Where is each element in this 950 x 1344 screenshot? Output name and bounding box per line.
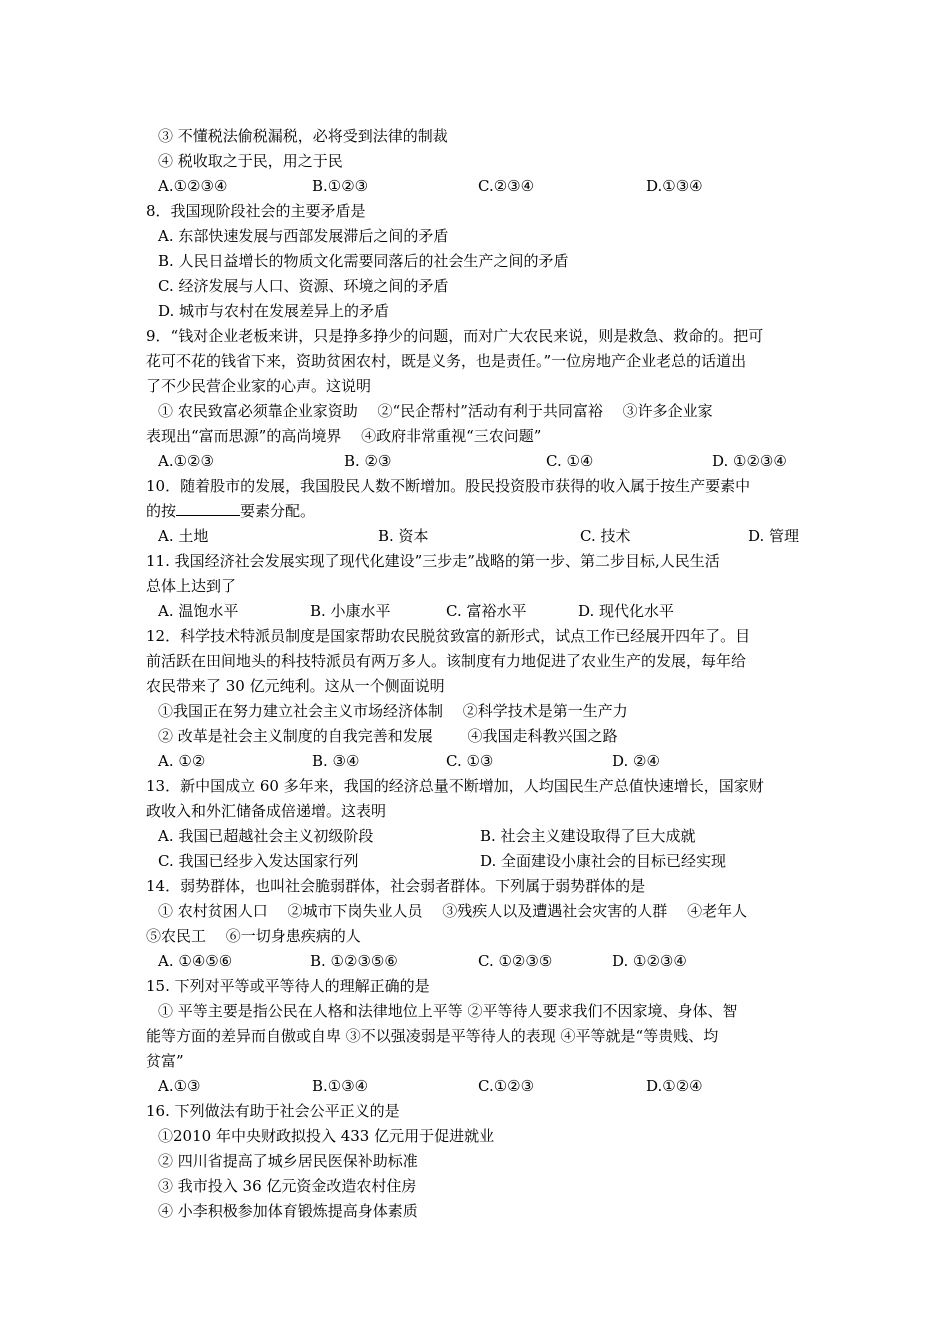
q8-stem: 8．我国现阶段社会的主要矛盾是 (146, 202, 366, 220)
q13-options-row-2 (158, 851, 818, 871)
q10-stem-before-blank: 的按 (146, 502, 177, 520)
q11-option-b: B. 小康水平 (310, 602, 391, 620)
q12-option-b: B. ③④ (312, 752, 360, 770)
q13-stem-line-2: 政收入和外汇储备成倍递增。这表明 (146, 802, 387, 820)
q12-option-d: D. ②④ (612, 752, 660, 770)
q16-statement-4: ④ 小李积极参加体育锻炼提高身体素质 (158, 1202, 418, 1220)
q14-options (158, 951, 818, 971)
q13-stem-line-1: 13．新中国成立 60 多年来，我国的经济总量不断增加，人均国民生产总值快速增长，国家财 (146, 777, 764, 795)
q12-stem-line-3: 农民带来了 30 亿元纯利。这从一个侧面说明 (146, 677, 445, 695)
q15-option-d: D.①②④ (646, 1077, 703, 1095)
q13-option-b: B. 社会主义建设取得了巨大成就 (480, 827, 696, 845)
q11-stem-line-1: 11. 我国经济社会发展实现了现代化建设”三步走”战略的第一步、第二步目标,人民生活 (146, 552, 720, 570)
q15-statements-line-2: 能等方面的差异而自傲或自卑 ③不以强凌弱是平等待人的表现 ④平等就是“等贵贱、均 (146, 1027, 719, 1045)
q15-statements-line-1: ① 平等主要是指公民在人格和法律地位上平等 ②平等待人要求我们不因家境、身体、智 (158, 1002, 738, 1020)
q16-stem: 16. 下列做法有助于社会公平正义的是 (146, 1102, 400, 1120)
q10-option-a: A. 土地 (158, 527, 209, 545)
q14-option-c: C. ①②③⑤ (478, 952, 553, 970)
q15-option-b: B.①③④ (312, 1077, 369, 1095)
q13-option-a: A. 我国已超越社会主义初级阶段 (158, 827, 374, 845)
q15-statements-line-3: 贫富” (146, 1052, 184, 1070)
q7-option-a: A.①②③④ (158, 177, 228, 195)
q15-option-a: A.①③ (158, 1077, 201, 1095)
q10-option-d: D. 管理 (748, 527, 800, 545)
q15-options (158, 1076, 818, 1096)
q16-statement-1: ①2010 年中央财政拟投入 433 亿元用于促进就业 (158, 1127, 495, 1145)
q13-option-d: D. 全面建设小康社会的目标已经实现 (480, 852, 727, 870)
q10-stem-after-blank: 要素分配。 (240, 502, 316, 520)
q12-stem-line-1: 12．科学技术特派员制度是国家帮助农民脱贫致富的新形式，试点工作已经展开四年了。目 (146, 627, 751, 645)
q14-statements-line-2: ⑤农民工 ⑥一切身患疾病的人 (146, 927, 361, 945)
q10-stem-line-1: 10．随着股市的发展，我国股民人数不断增加。股民投资股市获得的收入属于按生产要素中 (146, 477, 751, 495)
q13-option-c: C. 我国已经步入发达国家行列 (158, 852, 359, 870)
q10-answer-blank (176, 501, 240, 516)
q10-option-b: B. 资本 (378, 527, 429, 545)
q9-option-b: B. ②③ (344, 452, 392, 470)
q11-option-a: A. 温饱水平 (158, 602, 239, 620)
q12-stem-line-2: 前活跃在田间地头的科技特派员有两万多人。该制度有力地促进了农业生产的发展，每年给 (146, 652, 747, 670)
q15-option-c: C.①②③ (478, 1077, 535, 1095)
q8-option-d: D. 城市与农村在发展差异上的矛盾 (158, 302, 390, 320)
q9-stem-line-3: 了不少民营企业家的心声。这说明 (146, 377, 372, 395)
q9-option-d: D. ①②③④ (712, 452, 787, 470)
q12-statements-line-2: ② 改革是社会主义制度的自我完善和发展 ④我国走科教兴国之路 (158, 727, 618, 745)
q11-option-c: C. 富裕水平 (446, 602, 527, 620)
q12-option-c: C. ①③ (446, 752, 494, 770)
q14-option-a: A. ①④⑤⑥ (158, 952, 233, 970)
q14-stem: 14．弱势群体，也叫社会脆弱群体，社会弱者群体。下列属于弱势群体的是 (146, 877, 646, 895)
q9-option-c: C. ①④ (546, 452, 594, 470)
q9-stem-line-1: 9．“钱对企业老板来讲，只是挣多挣少的问题，而对广大农民来说，则是救急、救命的。把可 (146, 327, 764, 345)
q9-stem-line-2: 花可不花的钱省下来，资助贫困农村，既是义务，也是责任。”一位房地产企业老总的话道出 (146, 352, 747, 370)
q11-options (158, 601, 818, 621)
q11-option-d: D. 现代化水平 (578, 602, 675, 620)
q7-options (158, 176, 818, 196)
q13-options-row-1 (158, 826, 818, 846)
q8-option-b: B. 人民日益增长的物质文化需要同落后的社会生产之间的矛盾 (158, 252, 569, 270)
q16-statement-2: ② 四川省提高了城乡居民医保补助标准 (158, 1152, 418, 1170)
q8-option-a: A. 东部快速发展与西部发展滞后之间的矛盾 (158, 227, 449, 245)
q8-option-c: C. 经济发展与人口、资源、环境之间的矛盾 (158, 277, 449, 295)
q14-statements-line-1: ① 农村贫困人口 ②城市下岗失业人员 ③残疾人以及遭遇社会灾害的人群 ④老年人 (158, 902, 748, 920)
q15-stem: 15. 下列对平等或平等待人的理解正确的是 (146, 977, 430, 995)
q12-options (158, 751, 818, 771)
q7-option-d: D.①③④ (646, 177, 703, 195)
q14-option-d: D. ①②③④ (612, 952, 687, 970)
q11-stem-line-2: 总体上达到了 (146, 577, 237, 595)
q7-statement-4: ④ 税收取之于民，用之于民 (158, 152, 343, 170)
q9-statements-line-2: 表现出“富而思源”的高尚境界 ④政府非常重视“三农问题” (146, 427, 542, 445)
q14-option-b: B. ①②③⑤⑥ (310, 952, 398, 970)
q10-option-c: C. 技术 (580, 527, 631, 545)
q7-option-b: B.①②③ (312, 177, 369, 195)
q12-option-a: A. ①② (158, 752, 206, 770)
q7-statement-3: ③ 不懂税法偷税漏税，必将受到法律的制裁 (158, 127, 448, 145)
q12-statements-line-1: ①我国正在努力建立社会主义市场经济体制 ②科学技术是第一生产力 (158, 702, 628, 720)
q10-options (158, 526, 818, 546)
q16-statement-3: ③ 我市投入 36 亿元资金改造农村住房 (158, 1177, 417, 1195)
q9-option-a: A.①②③ (158, 452, 214, 470)
q9-statements-line-1: ① 农民致富必须靠企业家资助 ②“民企帮村”活动有利于共同富裕 ③许多企业家 (158, 402, 713, 420)
q10-stem-line-2 (146, 501, 315, 521)
q7-option-c: C.②③④ (478, 177, 535, 195)
q9-options (158, 451, 818, 471)
